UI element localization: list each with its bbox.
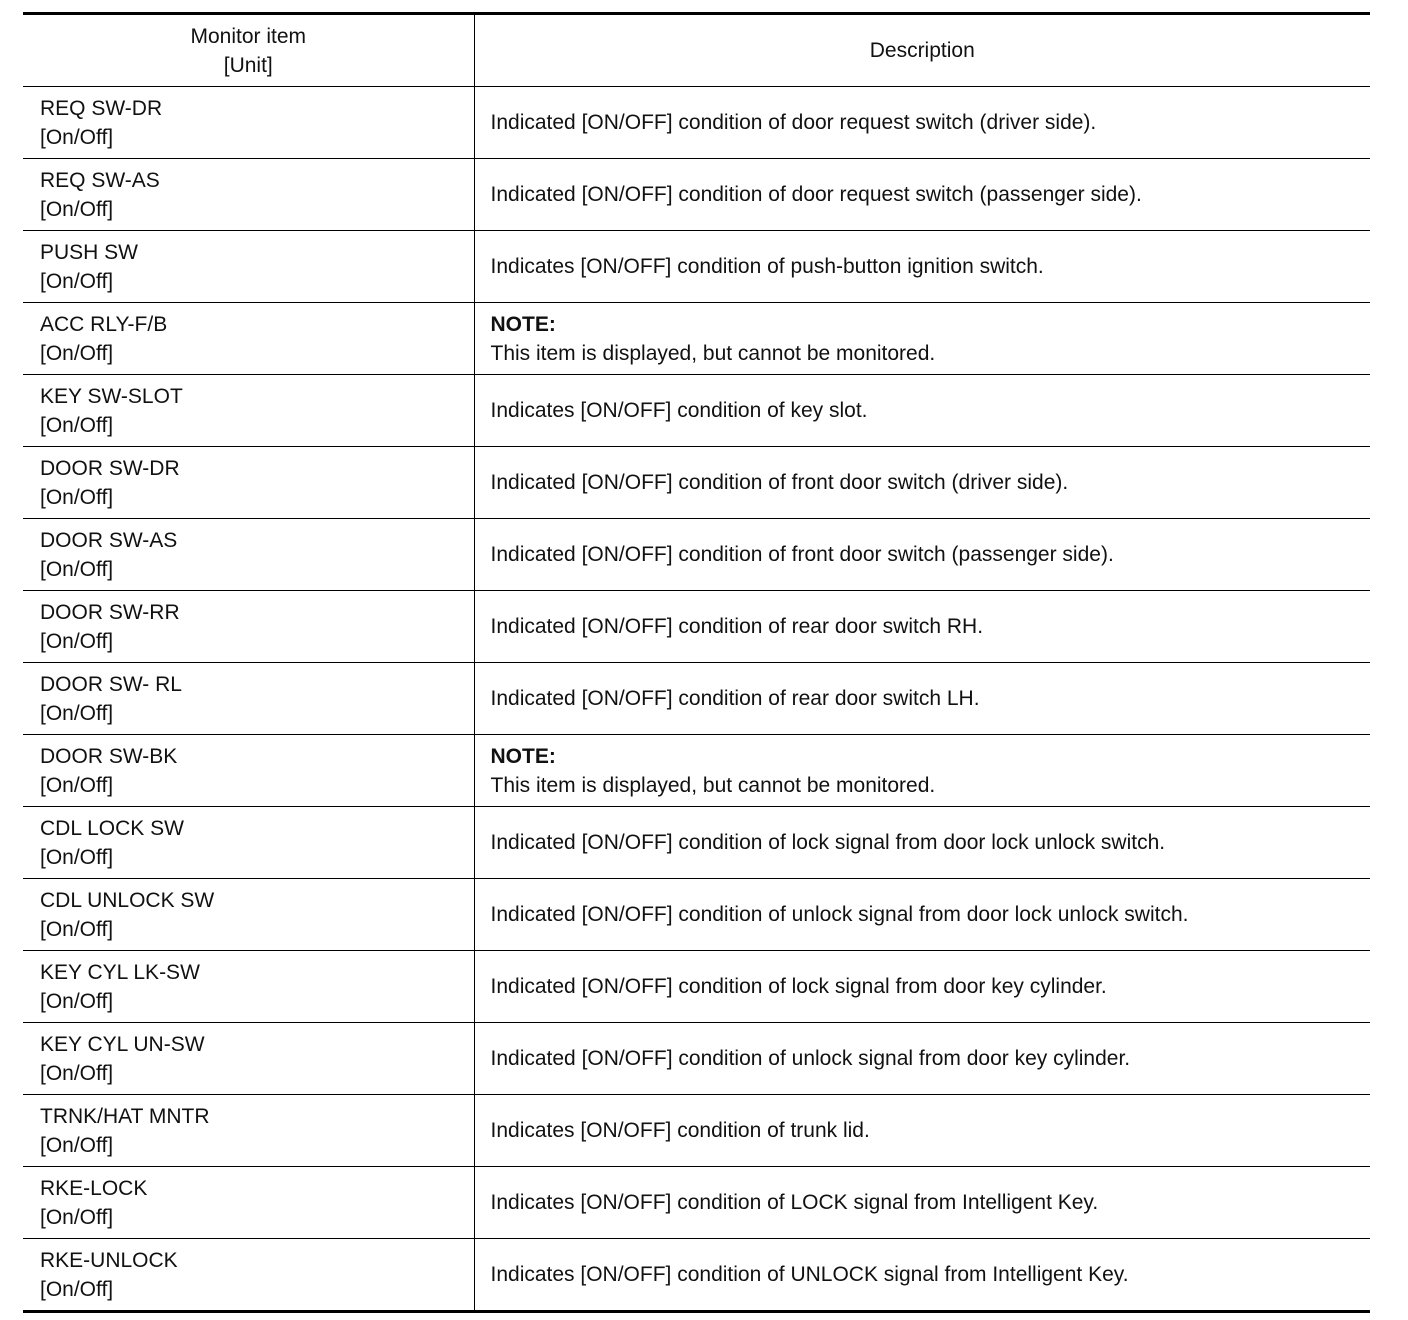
table-row <box>23 1239 1370 1312</box>
description-cell <box>474 591 1370 663</box>
monitor-item-cell <box>23 375 474 447</box>
description-cell <box>474 519 1370 591</box>
table-row <box>23 663 1370 735</box>
monitor-item-cell <box>23 447 474 519</box>
monitor-item-unit: [On/Off] <box>40 485 114 509</box>
monitor-item-unit: [On/Off] <box>40 917 114 941</box>
description-text: Indicates [ON/OFF] condition of LOCK signal from Intelligent Key. <box>490 1191 1099 1214</box>
description-cell <box>474 663 1370 735</box>
monitor-item-name: DOOR SW-DR <box>40 456 180 480</box>
description-text: Indicated [ON/OFF] condition of rear door switch LH. <box>490 687 980 710</box>
header-row <box>23 14 1370 87</box>
monitor-item-cell <box>23 1239 474 1312</box>
monitor-item-unit: [On/Off] <box>40 773 114 797</box>
monitor-item-unit: [On/Off] <box>40 1061 114 1085</box>
monitor-item-unit: [On/Off] <box>40 1277 114 1301</box>
table-row <box>23 1167 1370 1239</box>
monitor-item-unit: [On/Off] <box>40 557 114 581</box>
description-cell <box>474 447 1370 519</box>
monitor-item-name: DOOR SW-AS <box>40 528 178 552</box>
table-row <box>23 87 1370 159</box>
monitor-item-cell <box>23 735 474 807</box>
table-row <box>23 735 1370 807</box>
table-row <box>23 591 1370 663</box>
monitor-item-cell <box>23 807 474 879</box>
table-row <box>23 159 1370 231</box>
table-row <box>23 951 1370 1023</box>
description-cell <box>474 735 1370 807</box>
note-label: NOTE: <box>490 744 556 768</box>
monitor-item-name: RKE-LOCK <box>40 1176 148 1200</box>
monitor-item-unit: [On/Off] <box>40 845 114 869</box>
monitor-item-name: CDL UNLOCK SW <box>40 888 215 912</box>
monitor-item-cell <box>23 1095 474 1167</box>
monitor-item-name: ACC RLY-F/B <box>40 312 168 336</box>
monitor-item-cell <box>23 159 474 231</box>
monitor-item-unit: [On/Off] <box>40 701 114 725</box>
monitor-item-name: REQ SW-DR <box>40 96 163 120</box>
description-cell <box>474 231 1370 303</box>
description-cell <box>474 159 1370 231</box>
monitor-item-name: RKE-UNLOCK <box>40 1248 178 1272</box>
monitor-item-unit: [On/Off] <box>40 629 114 653</box>
monitor-item-unit: [On/Off] <box>40 341 114 365</box>
monitor-item-cell <box>23 951 474 1023</box>
description-text: This item is displayed, but cannot be monitored. <box>490 341 936 365</box>
description-cell <box>474 1095 1370 1167</box>
table-row <box>23 303 1370 375</box>
header-description: Description <box>474 14 1370 87</box>
description-text: Indicated [ON/OFF] condition of door request switch (passenger side). <box>490 183 1142 206</box>
monitor-item-unit: [On/Off] <box>40 989 114 1013</box>
table-row <box>23 1023 1370 1095</box>
description-cell <box>474 951 1370 1023</box>
monitor-item-cell <box>23 663 474 735</box>
monitor-item-name: DOOR SW-BK <box>40 744 178 768</box>
description-text: Indicates [ON/OFF] condition of key slot. <box>490 399 868 422</box>
description-cell <box>474 807 1370 879</box>
header-monitor-item <box>23 14 474 87</box>
monitor-item-cell <box>23 519 474 591</box>
description-cell <box>474 303 1370 375</box>
monitor-item-name: CDL LOCK SW <box>40 816 184 840</box>
description-cell <box>474 375 1370 447</box>
table-row <box>23 447 1370 519</box>
monitor-item-name: REQ SW-AS <box>40 168 160 192</box>
description-text: Indicated [ON/OFF] condition of rear door switch RH. <box>490 615 984 638</box>
description-text: Indicated [ON/OFF] condition of unlock signal from door lock unlock switch. <box>490 903 1189 926</box>
description-text: Indicated [ON/OFF] condition of front door switch (passenger side). <box>490 543 1114 566</box>
monitor-item-unit: [On/Off] <box>40 197 114 221</box>
monitor-item-cell <box>23 303 474 375</box>
header-monitor-item-label: Monitor item <box>190 24 307 48</box>
monitor-item-name: PUSH SW <box>40 240 139 264</box>
monitor-item-name: DOOR SW-RR <box>40 600 180 624</box>
description-text: Indicated [ON/OFF] condition of door request switch (driver side). <box>490 111 1097 134</box>
monitor-item-name: TRNK/HAT MNTR <box>40 1104 210 1128</box>
monitor-item-unit: [On/Off] <box>40 1133 114 1157</box>
monitor-item-name: KEY SW-SLOT <box>40 384 183 408</box>
description-text: Indicates [ON/OFF] condition of UNLOCK signal from Intelligent Key. <box>490 1263 1129 1286</box>
description-text: Indicated [ON/OFF] condition of unlock signal from door key cylinder. <box>490 1047 1131 1070</box>
monitor-item-name: DOOR SW- RL <box>40 672 182 696</box>
table-row <box>23 519 1370 591</box>
monitor-item-unit: [On/Off] <box>40 1205 114 1229</box>
table-row <box>23 375 1370 447</box>
monitor-item-table <box>23 12 1370 1313</box>
table-row <box>23 879 1370 951</box>
monitor-item-cell <box>23 1023 474 1095</box>
description-text: Indicated [ON/OFF] condition of lock signal from door key cylinder. <box>490 975 1107 998</box>
monitor-item-unit: [On/Off] <box>40 269 114 293</box>
table-row <box>23 231 1370 303</box>
description-cell <box>474 879 1370 951</box>
description-cell <box>474 87 1370 159</box>
monitor-item-cell <box>23 879 474 951</box>
description-text: Indicated [ON/OFF] condition of front door switch (driver side). <box>490 471 1069 494</box>
table-row <box>23 807 1370 879</box>
table-row <box>23 1095 1370 1167</box>
monitor-item-cell <box>23 231 474 303</box>
monitor-item-cell <box>23 1167 474 1239</box>
monitor-item-cell <box>23 87 474 159</box>
description-text: Indicates [ON/OFF] condition of push-button ignition switch. <box>490 255 1044 278</box>
description-cell <box>474 1167 1370 1239</box>
monitor-item-unit: [On/Off] <box>40 125 114 149</box>
table-body <box>23 87 1370 1312</box>
note-label: NOTE: <box>490 312 556 336</box>
header-unit-label: [Unit] <box>223 53 273 77</box>
monitor-item-cell <box>23 591 474 663</box>
description-text: Indicated [ON/OFF] condition of lock signal from door lock unlock switch. <box>490 831 1166 854</box>
description-cell <box>474 1023 1370 1095</box>
description-text: Indicates [ON/OFF] condition of trunk lid. <box>490 1119 870 1142</box>
table-header <box>23 14 1370 87</box>
monitor-item-name: KEY CYL LK-SW <box>40 960 200 984</box>
monitor-item-name: KEY CYL UN-SW <box>40 1032 205 1056</box>
monitor-item-unit: [On/Off] <box>40 413 114 437</box>
description-cell <box>474 1239 1370 1312</box>
description-text: This item is displayed, but cannot be monitored. <box>490 773 936 797</box>
